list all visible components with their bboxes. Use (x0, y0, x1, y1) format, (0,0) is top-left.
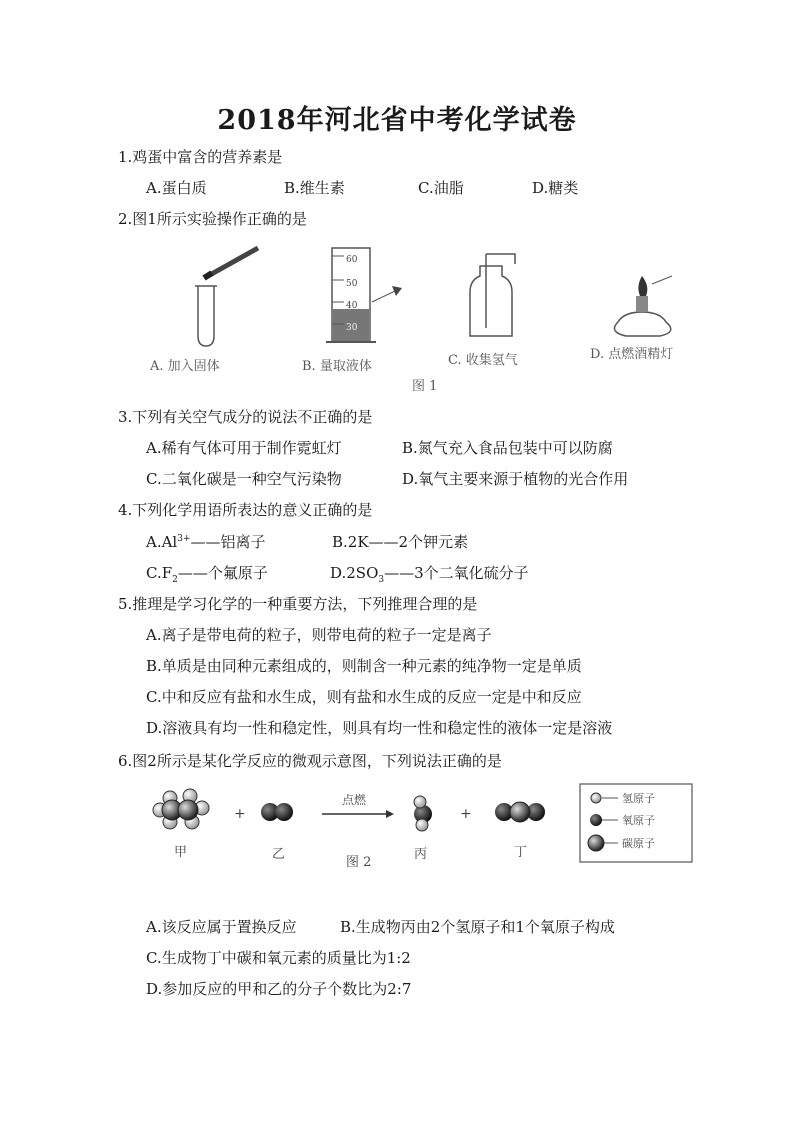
q4-option-d-meaning: ——3个二氧化硫分子 (384, 564, 529, 582)
figure-1-drawing (140, 236, 706, 398)
figure-1-caption-d: D. 点燃酒精灯 (590, 347, 674, 362)
legend-oxygen-label: 氧原子 (622, 814, 655, 827)
q5-option-c: C.中和反应有盐和水生成，则有盐和水生成的反应一定是中和反应 (146, 688, 582, 706)
molecule-bing-icon (414, 796, 432, 831)
legend-carbon-label: 碳原子 (622, 837, 655, 850)
q4-option-a-meaning: ——铝离子 (190, 533, 266, 551)
q4-option-c-meaning: ——个氟原子 (177, 564, 268, 582)
plus-sign-2: + (460, 806, 472, 822)
label-yi: 乙 (272, 847, 286, 862)
q6-option-b: B.生成物丙由2个氢原子和1个氧原子构成 (340, 918, 615, 936)
cylinder-tick-60: 60 (346, 255, 358, 265)
question-6-stem: 6.图2所示是某化学反应的微观示意图，下列说法正确的是 (118, 752, 502, 770)
plus-sign-1: + (234, 806, 246, 822)
graduated-cylinder-icon (326, 248, 402, 342)
legend-oxygen-icon (590, 814, 602, 826)
q4-option-a-charge: 3+ (177, 534, 191, 544)
q4-option-d-symbol: D.2SO (330, 564, 379, 582)
cylinder-tick-30: 30 (346, 323, 358, 333)
q4-option-d-subscript: 3 (378, 575, 385, 585)
q5-option-b: B.单质是由同种元素组成的，则制含一种元素的纯净物一定是单质 (146, 657, 582, 675)
question-3-stem: 3.下列有关空气成分的说法不正确的是 (118, 408, 373, 426)
question-1-stem: 1.鸡蛋中富含的营养素是 (118, 148, 283, 166)
molecule-jia-icon (153, 789, 209, 829)
q1-option-a: A.蛋白质 (146, 179, 207, 197)
page-title: 2018年河北省中考化学试卷 (217, 105, 577, 136)
figure-1-caption-c: C. 收集氢气 (448, 353, 518, 368)
q4-option-c-symbol: C.F (146, 564, 173, 582)
legend-hydrogen-icon (591, 793, 601, 803)
q4-option-b: B.2K——2个钾元素 (332, 533, 469, 551)
q6-option-c: C.生成物丁中碳和氧元素的质量比为1:2 (146, 949, 411, 967)
q4-option-a-symbol: A.Al (146, 533, 178, 551)
gas-bottle-icon (470, 254, 515, 336)
alcohol-lamp-icon (614, 276, 672, 336)
q3-option-a: A.稀有气体可用于制作霓虹灯 (146, 439, 342, 457)
legend-hydrogen-label: 氢原子 (622, 792, 655, 805)
q4-option-a (146, 531, 266, 552)
q1-option-d: D.糖类 (532, 179, 579, 197)
label-jia: 甲 (174, 845, 188, 860)
q5-option-d: D.溶液具有均一性和稳定性，则具有均一性和稳定性的液体一定是溶液 (146, 719, 613, 737)
q3-option-d: D.氧气主要来源于植物的光合作用 (402, 470, 629, 488)
q6-option-d: D.参加反应的甲和乙的分子个数比为2:7 (146, 980, 412, 998)
label-bing: 丙 (414, 847, 428, 862)
question-4-stem: 4.下列化学用语所表达的意义正确的是 (118, 501, 373, 519)
question-2-stem: 2.图1所示实验操作正确的是 (118, 210, 307, 228)
q1-option-c: C.油脂 (418, 179, 464, 197)
q6-option-a: A.该反应属于置换反应 (146, 918, 297, 936)
figure-1-caption-b: B. 量取液体 (302, 359, 372, 374)
q3-option-c: C.二氧化碳是一种空气污染物 (146, 470, 342, 488)
molecule-yi-icon (261, 803, 293, 821)
q4-option-d (330, 562, 529, 585)
reaction-condition: 点燃 (342, 793, 367, 807)
molecule-ding-icon (495, 802, 545, 822)
q4-option-c-subscript: 2 (172, 575, 178, 585)
cylinder-tick-40: 40 (346, 301, 358, 311)
figure-1-label: 图 1 (412, 379, 438, 394)
q3-option-b: B.氮气充入食品包装中可以防腐 (402, 439, 613, 457)
label-ding: 丁 (514, 845, 528, 860)
figure-1-caption-a: A. 加入固体 (150, 359, 220, 374)
question-5-stem: 5.推理是学习化学的一种重要方法，下列推理合理的是 (118, 595, 478, 613)
test-tube-icon (195, 248, 258, 346)
q5-option-a: A.离子是带电荷的粒子，则带电荷的粒子一定是离子 (146, 626, 492, 644)
figure-2-drawing (140, 780, 700, 874)
legend-carbon-icon (588, 835, 604, 851)
figure-1 (140, 236, 706, 398)
q1-option-b: B.维生素 (284, 179, 345, 197)
cylinder-tick-50: 50 (346, 279, 358, 289)
reaction-arrow-head (386, 810, 394, 818)
q4-option-c (146, 562, 268, 585)
figure-2 (140, 780, 700, 874)
figure-2-label: 图 2 (346, 855, 372, 870)
